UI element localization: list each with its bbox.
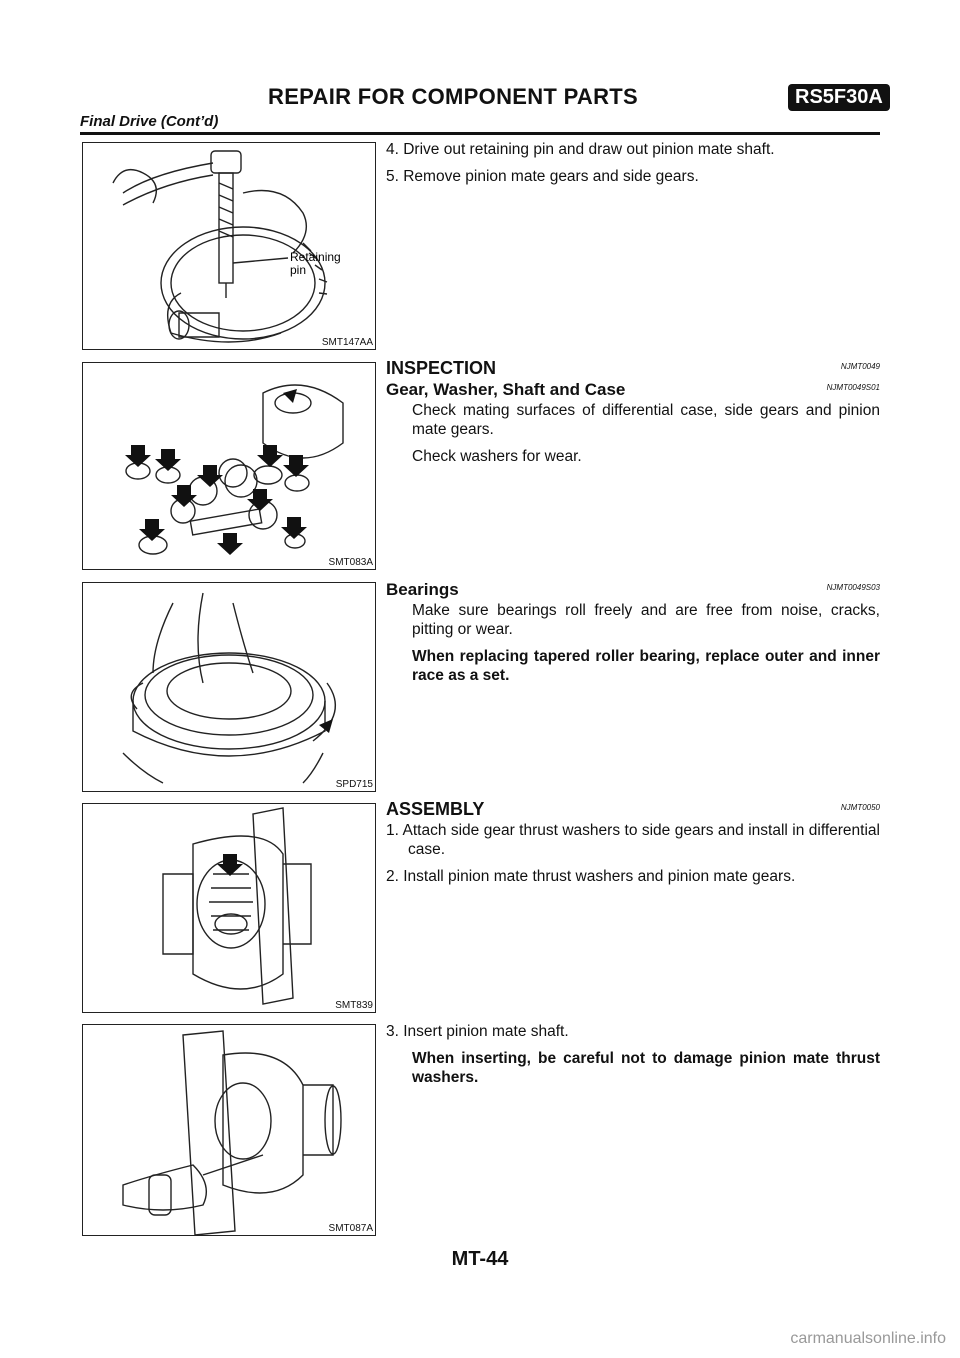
figure-code: SMT087A (328, 1223, 373, 1234)
watermark: carmanualsonline.info (790, 1330, 946, 1347)
assembly-section (386, 800, 880, 894)
assembly-heading: ASSEMBLY NJMT0050 (386, 799, 880, 819)
assembly-code: NJMT0050 (840, 803, 880, 812)
pinion-shaft-illustration (83, 1025, 375, 1235)
figure-pinion-shaft (82, 1024, 376, 1236)
gear-washer-heading: Gear, Washer, Shaft and Case NJMT0049S01 (386, 380, 880, 399)
assembly-caution: When inserting, be careful not to damage pinion mate thrust washers. (412, 1050, 880, 1086)
differential-case-illustration (83, 804, 375, 1012)
figure-gears-washers (82, 362, 376, 570)
assembly-step-3: 3. Insert pinion mate shaft. (386, 1023, 569, 1040)
section-subtitle: Final Drive (Cont’d) (80, 113, 219, 130)
bearings-caution: When replacing tapered roller bearing, replace outer and inner race as a set. (412, 648, 880, 684)
gears-washers-illustration (83, 363, 375, 569)
header-rule (80, 132, 880, 135)
figure-differential-case (82, 803, 376, 1013)
page-number: MT-44 (451, 1248, 509, 1270)
figure-bearing (82, 582, 376, 792)
figure-code: SMT147AA (321, 337, 373, 348)
assembly-step-2: 2. Install pinion mate thrust washers and pinion mate gears. (386, 868, 796, 885)
retaining-pin-illustration (83, 143, 375, 349)
inspection-text-2: Check washers for wear. (412, 448, 582, 465)
step-4: 4. Drive out retaining pin and draw out pinion mate shaft. (386, 141, 775, 158)
assembly-step-1: 1. Attach side gear thrust washers to side gears and install in differential case. (386, 822, 880, 858)
page-header-title: REPAIR FOR COMPONENT PARTS (268, 84, 638, 109)
bearings-code: NJMT0049S03 (826, 583, 880, 592)
bearing-illustration (83, 583, 375, 791)
figure-retaining-pin (82, 142, 376, 350)
figure-code: SMT083A (328, 557, 373, 568)
model-badge: RS5F30A (788, 84, 890, 111)
bearings-heading: Bearings NJMT0049S03 (386, 580, 880, 599)
figure-code: SMT839 (335, 1000, 373, 1011)
inspection-code: NJMT0049 (840, 362, 880, 371)
callout-pin: pin (290, 263, 307, 277)
callout-retaining: Retaining (290, 250, 341, 264)
disassembly-text (386, 140, 880, 194)
inspection-heading: INSPECTION NJMT0049 (386, 358, 880, 378)
inspection-section (386, 359, 880, 474)
assembly-continued (386, 1022, 880, 1095)
gear-washer-code: NJMT0049S01 (826, 383, 880, 392)
step-5: 5. Remove pinion mate gears and side gears. (386, 168, 699, 185)
figure-code: SPD715 (335, 779, 373, 790)
bearings-text-1: Make sure bearings roll freely and are free from noise, cracks, pitting or wear. (412, 602, 880, 638)
inspection-text-1: Check mating surfaces of differential case, side gears and pinion mate gears. (412, 402, 880, 438)
bearings-section (386, 580, 880, 693)
